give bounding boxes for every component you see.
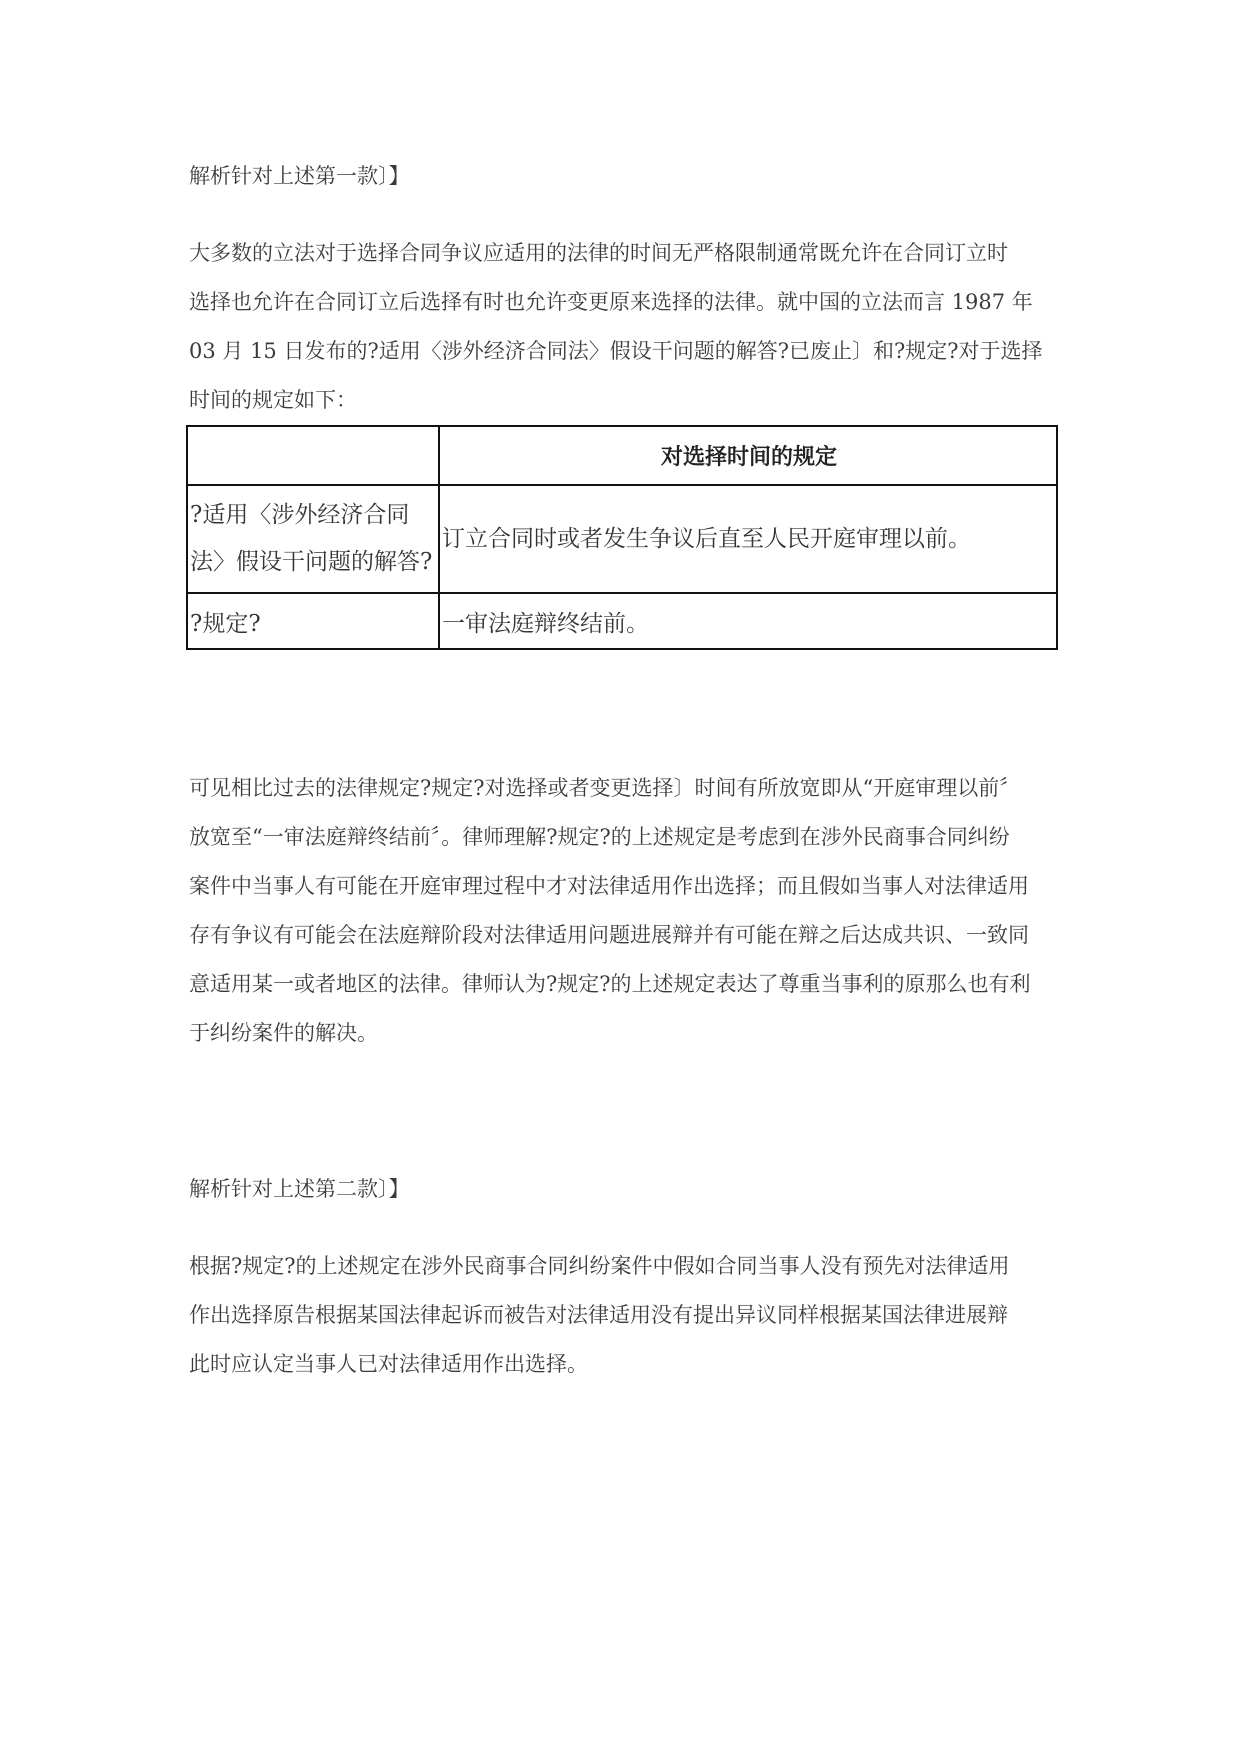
table-cell-law xyxy=(187,485,439,593)
section2-heading: 解析针对上述第二款〕】 xyxy=(189,1177,410,1201)
paragraph-line: 根据?规定?的上述规定在涉外民商事合同纠纷案件中假如合同当事人没有预先对法律适用 xyxy=(189,1254,1010,1278)
table-header-cell xyxy=(187,426,439,485)
paragraph-line: 作出选择原告根据某国法律起诉而被告对法律适用没有提出异议同样根据某国法律进展辩 xyxy=(189,1303,1008,1327)
paragraph-line: 大多数的立法对于选择合同争议应适用的法律的时间无严格限制通常既允许在合同订立时 xyxy=(189,241,1008,265)
table-row xyxy=(187,485,1057,593)
cell-line: 法〉假设干问题的解答? xyxy=(190,549,433,575)
analysis1-paragraph xyxy=(189,764,1061,1058)
paragraph-line: 于纠纷案件的解决。 xyxy=(189,1021,378,1045)
table-row xyxy=(187,593,1057,649)
table-cell-rule: 订立合同时或者发生争议后直至人民开庭审理以前。 xyxy=(439,485,1057,593)
table-header-row xyxy=(187,426,1057,485)
paragraph-line: 选择也允许在合同订立后选择有时也允许变更原来选择的法律。就中国的立法而言 1987 年 xyxy=(189,290,1033,314)
paragraph-line: 案件中当事人有可能在开庭审理过程中才对法律适用作出选择；而且假如当事人对法律适用 xyxy=(189,874,1029,898)
paragraph-line: 存有争议有可能会在法庭辩阶段对法律适用问题进展辩并有可能在辩之后达成共识、一致同 xyxy=(189,923,1029,947)
table-header-cell: 对选择时间的规定 xyxy=(439,426,1057,485)
selection-time-table xyxy=(186,425,1058,650)
section1-heading: 解析针对上述第一款〕】 xyxy=(189,164,410,188)
paragraph-line: 可见相比过去的法律规定?规定?对选择或者变更选择〕时间有所放宽即从“开庭审理以前〞 xyxy=(189,776,1021,800)
section2-paragraph xyxy=(189,1242,1061,1389)
table-cell-law: ?规定? xyxy=(187,593,439,649)
table-cell-rule: 一审法庭辩终结前。 xyxy=(439,593,1057,649)
paragraph-line: 放宽至“一审法庭辩终结前〞。律师理解?规定?的上述规定是考虑到在涉外民商事合同纠纷 xyxy=(189,825,1010,849)
paragraph-line: 03 月 15 日发布的?适用〈涉外经济合同法〉假设干问题的解答?已废止〕和?规定?对于选择 xyxy=(189,339,1043,363)
paragraph-line: 意适用某一或者地区的法律。律师认为?规定?的上述规定表达了尊重当事利的原那么也有利 xyxy=(189,972,1031,996)
paragraph-line: 时间的规定如下： xyxy=(189,388,357,412)
section1-intro-paragraph xyxy=(189,229,1061,425)
cell-line: ?适用〈涉外经济合同 xyxy=(190,502,410,528)
paragraph-line: 此时应认定当事人已对法律适用作出选择。 xyxy=(189,1352,588,1376)
